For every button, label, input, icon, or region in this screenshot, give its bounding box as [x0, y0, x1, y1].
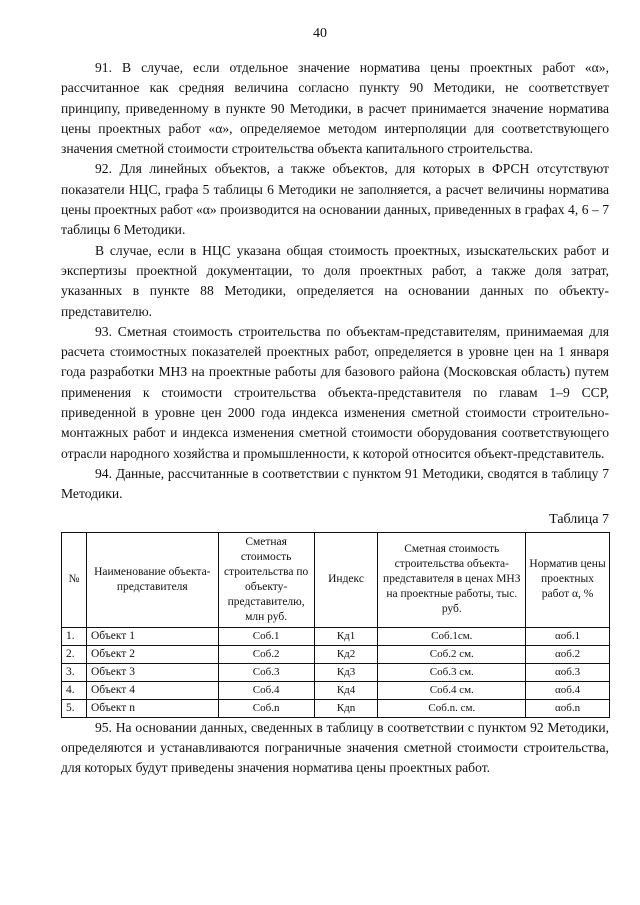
header-object-name: Наименование объекта-представителя [86, 532, 218, 627]
paragraph-94: 94. Данные, рассчитанные в соответствии с пунктом 91 Методики, сводятся в таблицу 7 Методики. [61, 465, 609, 502]
object-cost-mnz: Соб.2 см. [378, 645, 526, 663]
row-number: 1. [62, 627, 87, 645]
object-cost: Соб.3 [218, 663, 314, 681]
object-alpha: αоб.n [526, 699, 610, 717]
object-index: Кд1 [314, 627, 378, 645]
object-cost-mnz: Соб.n. см. [378, 699, 526, 717]
table-header-row [62, 532, 610, 627]
object-cost: Соб.1 [218, 627, 314, 645]
paragraph-92: 92. Для линейных объектов, а также объектов, для которых в ФРСН отсутствуют показатели НЦС, графа 5 таблицы 6 Методики не заполняется, а расчет величины норматива цены проектных работ «α» производится на основании данных, приведенных в графах 4, 6 – 7 таблицы 6 Методики. [61, 161, 609, 238]
object-name: Объект 4 [86, 681, 218, 699]
header-cost: Сметная стоимость строительства по объекту-представителю, млн руб. [218, 532, 314, 627]
row-number: 3. [62, 663, 87, 681]
table-row [62, 681, 610, 699]
object-index: Кд4 [314, 681, 378, 699]
header-number: № [62, 532, 87, 627]
header-index: Индекс [314, 532, 378, 627]
table-row [62, 645, 610, 663]
object-cost: Соб.n [218, 699, 314, 717]
object-index: Кд2 [314, 645, 378, 663]
header-cost-mnz: Сметная стоимость строительства объекта-представителя в ценах МНЗ на проектные работы, тыс. руб. [378, 532, 526, 627]
object-cost-mnz: Соб.3 см. [378, 663, 526, 681]
object-alpha: αоб.4 [526, 681, 610, 699]
page-number: 40 [313, 26, 327, 41]
row-number: 4. [62, 681, 87, 699]
object-name: Объект n [86, 699, 218, 717]
object-cost-mnz: Соб.4 см. [378, 681, 526, 699]
object-name: Объект 1 [86, 627, 218, 645]
object-cost: Соб.2 [218, 645, 314, 663]
object-alpha: αоб.3 [526, 663, 610, 681]
table-7 [61, 532, 610, 718]
object-alpha: αоб.1 [526, 627, 610, 645]
object-name: Объект 2 [86, 645, 218, 663]
row-number: 5. [62, 699, 87, 717]
header-alpha: Норматив цены проектных работ α, % [526, 532, 610, 627]
object-index: Кд3 [314, 663, 378, 681]
document-body [61, 58, 609, 778]
table-row [62, 627, 610, 645]
object-name: Объект 3 [86, 663, 218, 681]
row-number: 2. [62, 645, 87, 663]
object-cost: Соб.4 [218, 681, 314, 699]
paragraph-93: 93. Сметная стоимость строительства по объектам-представителям, принимаемая для расчета стоимостных показателей проектных работ, определяется в уровне цен на 1 января года разработки МНЗ на проектные работы для базового района (Московская область) путем применения к стоимости строительства объекта-представителя по главам 1–9 ССР, приведенной в уровне цен 2000 года индекса изменения сметной стоимости строительно-монтажных работ и индекса изменения сметной стоимости оборудования соответствующего отрасли народного хозяйства и промышленности, к которой относится объект-представитель. [61, 323, 609, 461]
paragraph-95: 95. На основании данных, сведенных в таблицу в соответствии с пунктом 92 Методики, определяются и устанавливаются пограничные значения сметной стоимости строительства, для которых будут приведены значения норматива цены проектных работ. [61, 719, 609, 776]
paragraph-91: 91. В случае, если отдельное значение норматива цены проектных работ «α», рассчитанное как средняя величина согласно пункту 90 Методики, не соответствует принципу, приведенному в пункте 90 Методики, в расчет принимается значение норматива цены проектных работ «α», определяемое методом интерполяции для соответствующего значения сметной стоимости строительства объекта капитального строительства. [61, 60, 609, 157]
table-row [62, 699, 610, 717]
object-cost-mnz: Соб.1см. [378, 627, 526, 645]
paragraph-92-continued: В случае, если в НЦС указана общая стоимость проектных, изыскательских работ и экспертизы проектной документации, то доля проектных работ, а также доля затрат, указанных в пункте 88 Методики, определяется на основании данных по объекту-представителю. [61, 242, 609, 319]
object-index: Кдn [314, 699, 378, 717]
object-alpha: αоб.2 [526, 645, 610, 663]
table-caption: Таблица 7 [549, 511, 609, 527]
table-row [62, 663, 610, 681]
